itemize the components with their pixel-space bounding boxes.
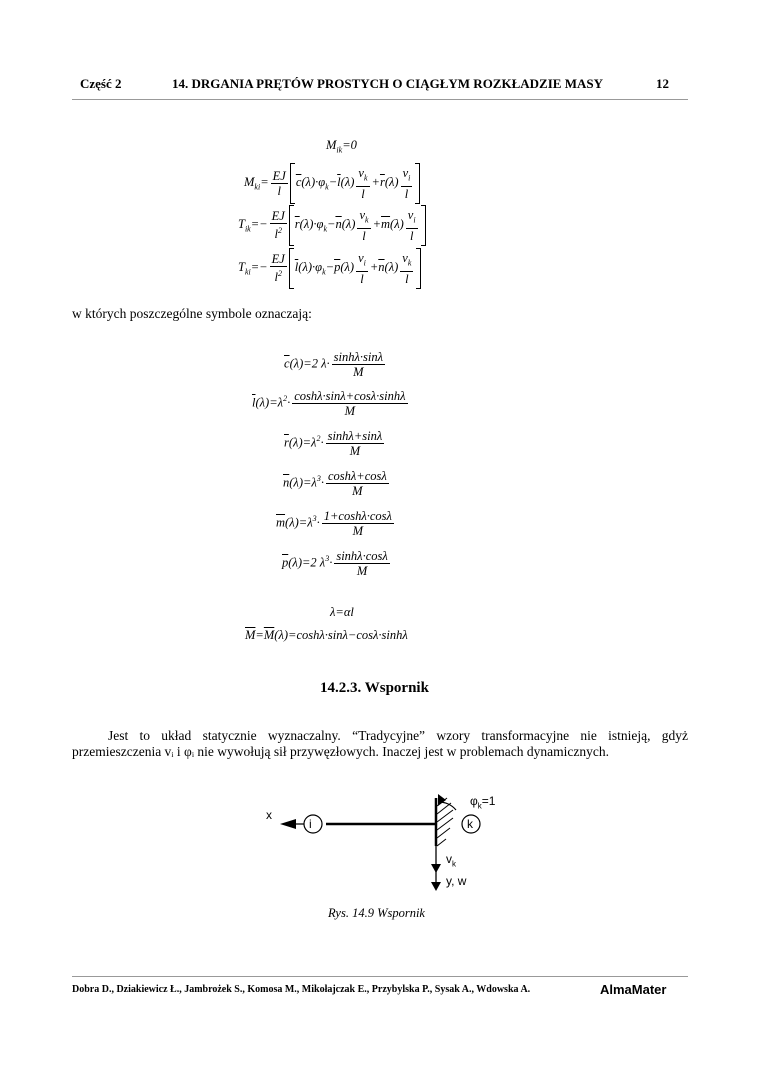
vk-label: $v_k$ bbox=[446, 852, 456, 869]
def-n: $\overline{n}(\lambda)=\lambda^3\cdot$ $\frac{\cosh\lambda+\cos\lambda}{M}$ bbox=[283, 469, 387, 498]
header-title: 14. DRGANIA PRĘTÓW PROSTYCH O CIĄGŁYM ROZKŁADZIE MASY bbox=[172, 76, 603, 91]
phi-label: $\varphi_k=1$ bbox=[470, 794, 496, 811]
definitions-intro: w których poszczególne symbole oznaczają: bbox=[72, 306, 312, 321]
def-r: $\overline{r}(\lambda)=\lambda^2\cdot$ $\frac{\sinh\lambda+\sin\lambda}{M}$ bbox=[284, 429, 383, 458]
def-m: $\overline{m}(\lambda)=\lambda^3\cdot$ $\frac{1+\cosh\lambda\cdot\cos\lambda}{M}$ bbox=[276, 509, 392, 538]
m-bar-definition: $\overline{M}=\overline{M}(\lambda)=\cosh\lambda\cdot\sin\lambda-\cos\lambda\cdot\sinh\lambda$ bbox=[245, 628, 408, 642]
def-l: $\overline{l}(\lambda)=\lambda^2\cdot$ $\frac{\cosh\lambda\cdot\sin\lambda+\cos\lambda\cdot\sinh\lambda}{M}$ bbox=[252, 389, 406, 418]
header-page-number: 12 bbox=[656, 76, 669, 91]
figure-caption: Rys. 14.9 Wspornik bbox=[328, 906, 425, 920]
def-c: $\overline{c}(\lambda)=2$ λ· $\frac{\sinh\lambda\cdot\sin\lambda}{M}$ bbox=[284, 350, 384, 379]
lambda-definition: λ=αl bbox=[330, 605, 354, 619]
rotation-arrow-head bbox=[438, 794, 446, 806]
equation-m-ik: $M_{ik}=0$ bbox=[326, 138, 357, 155]
equation-m-ki: $M_{ki}=$ $\frac{EJ}{l}$ $\overline{c}(\lambda)\cdot\varphi_k-\overline{l}(\lambda)$ $\frac{v_k}{l}$ $+\overline{r}(\lambda)$ $\frac{v_i}{l}$ bbox=[244, 163, 420, 204]
header-part: Część 2 bbox=[80, 76, 122, 91]
node-i-label: i bbox=[309, 817, 312, 831]
footer-brand: AlmaMater bbox=[600, 982, 667, 997]
header-rule bbox=[72, 99, 688, 100]
x-arrow-head bbox=[280, 819, 296, 829]
x-axis-label: x bbox=[266, 808, 272, 822]
section-title: 14.2.3. Wspornik bbox=[320, 680, 429, 696]
equation-t-ik: $T_{ik}=-$ $\frac{EJ}{l^2}$ $\overline{r}(\lambda)\cdot\varphi_k-\overline{n}(\lambda)$ $\frac{v_k}{l}$ $+\overline{m}(\lambda)$ $\frac{v_i}{l}$ bbox=[238, 205, 426, 246]
y-arrow-head bbox=[431, 882, 441, 891]
yw-label: y, w bbox=[446, 874, 467, 888]
node-i-circle bbox=[304, 815, 322, 833]
def-p: $\overline{p}(\lambda)=2$ $\lambda^3\cdot$ $\frac{\sinh\lambda\cdot\cos\lambda}{M}$ bbox=[282, 549, 388, 578]
footer-rule bbox=[72, 976, 688, 977]
vk-arrow-head bbox=[431, 864, 441, 873]
equation-t-ki: $T_{ki}=-$ $\frac{EJ}{l^2}$ $\overline{l}(\lambda)\cdot\varphi_k-\overline{p}(\lambda)$ $\frac{v_i}{l}$ $+\overline{n}(\lambda)$ $\frac{v_k}{l}$ bbox=[238, 248, 421, 289]
paragraph: Jest to układ statycznie wyznaczalny. “Tradycyjne” wzory transformacyjne nie istnieją, gdyż przemieszczenia vᵢ i φᵢ nie wywołują sił przywęzłowych. Inaczej jest w problemach dynamicznych. bbox=[72, 728, 688, 759]
footer-authors: Dobra D., Dziakiewicz Ł., Jambrożek S., Komosa M., Mikołajczak E., Przybylska P., Sysak A., Wdowska A. bbox=[72, 984, 531, 995]
node-k-label: k bbox=[467, 817, 473, 831]
